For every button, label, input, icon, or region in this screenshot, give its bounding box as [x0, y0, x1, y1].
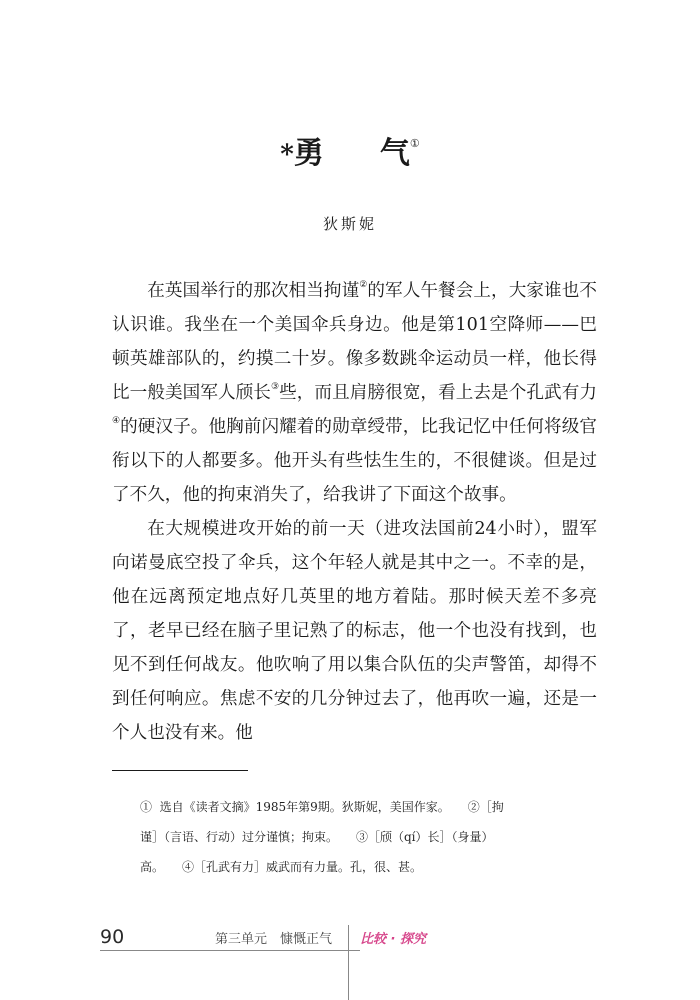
footnotes	[140, 792, 597, 882]
paragraph-segment: 些，而且肩膀很宽，看上去是个孔武有力	[279, 383, 597, 403]
article-body	[112, 274, 597, 750]
section-tag: 比较 · 探究	[360, 932, 426, 947]
footnote-mark: ④	[112, 416, 121, 426]
footnote-line: 高。 ④［孔武有力］威武而有力量。孔，很、甚。	[140, 860, 423, 874]
paragraph-segment: 的硬汉子。他胸前闪耀着的勋章绶带，比我记忆中任何将级官衔以下的人都要多。他开头有些怯生生的，不很健谈。但是过了不久，他的拘束消失了，给我讲了下面这个故事。	[112, 417, 597, 505]
paragraph-2: 在大规模进攻开始的前一天（进攻法国前24小时），盟军向诺曼底空投了伞兵，这个年轻人就是其中之一。不幸的是，他在远离预定地点好几英里的地方着陆。那时候天差不多亮了，老早已经在脑子里记熟了的标志，他一个也没有找到，也见不到任何战友。他吹响了用以集合队伍的尖声警笛，却得不到任何响应。焦虑不安的几分钟过去了，他再吹一遍，还是一个人也没有来。他	[112, 519, 597, 743]
title-star: *	[280, 140, 294, 170]
footer-vertical-divider	[348, 925, 349, 1000]
footnote-mark: ②	[359, 280, 368, 290]
footnote-mark: ③	[270, 382, 280, 392]
title-char-1: 勇	[293, 136, 324, 171]
unit-label: 第三单元 慷慨正气	[215, 932, 333, 947]
page-number: 90	[100, 926, 125, 948]
paragraph-segment: 的军人午餐会上，大家谁也不认识谁。我坐在一个美国伞兵身边。他是第101空降师——巴顿英雄部队的，约摸二十岁。像多数跳伞运动员一样，他长得比一般美国军人颀长	[112, 281, 597, 403]
title-char-2: 气	[379, 136, 410, 171]
page-title	[0, 128, 700, 172]
paragraph-segment: 在英国举行的那次相当拘谨	[147, 281, 360, 301]
footnote-divider	[112, 770, 248, 771]
footer-rule	[100, 950, 360, 951]
paragraph-1	[112, 274, 597, 512]
footnote-line: 谨］（言语、行动）过分谨慎；拘束。 ③［颀（qí）长］（身量）	[140, 830, 494, 844]
footnote-line: ① 选自《读者文摘》1985年第9期。狄斯妮，美国作家。 ②［拘	[140, 800, 504, 814]
title-footnote-mark: ①	[409, 137, 420, 150]
author-name: 狄斯妮	[322, 215, 377, 233]
